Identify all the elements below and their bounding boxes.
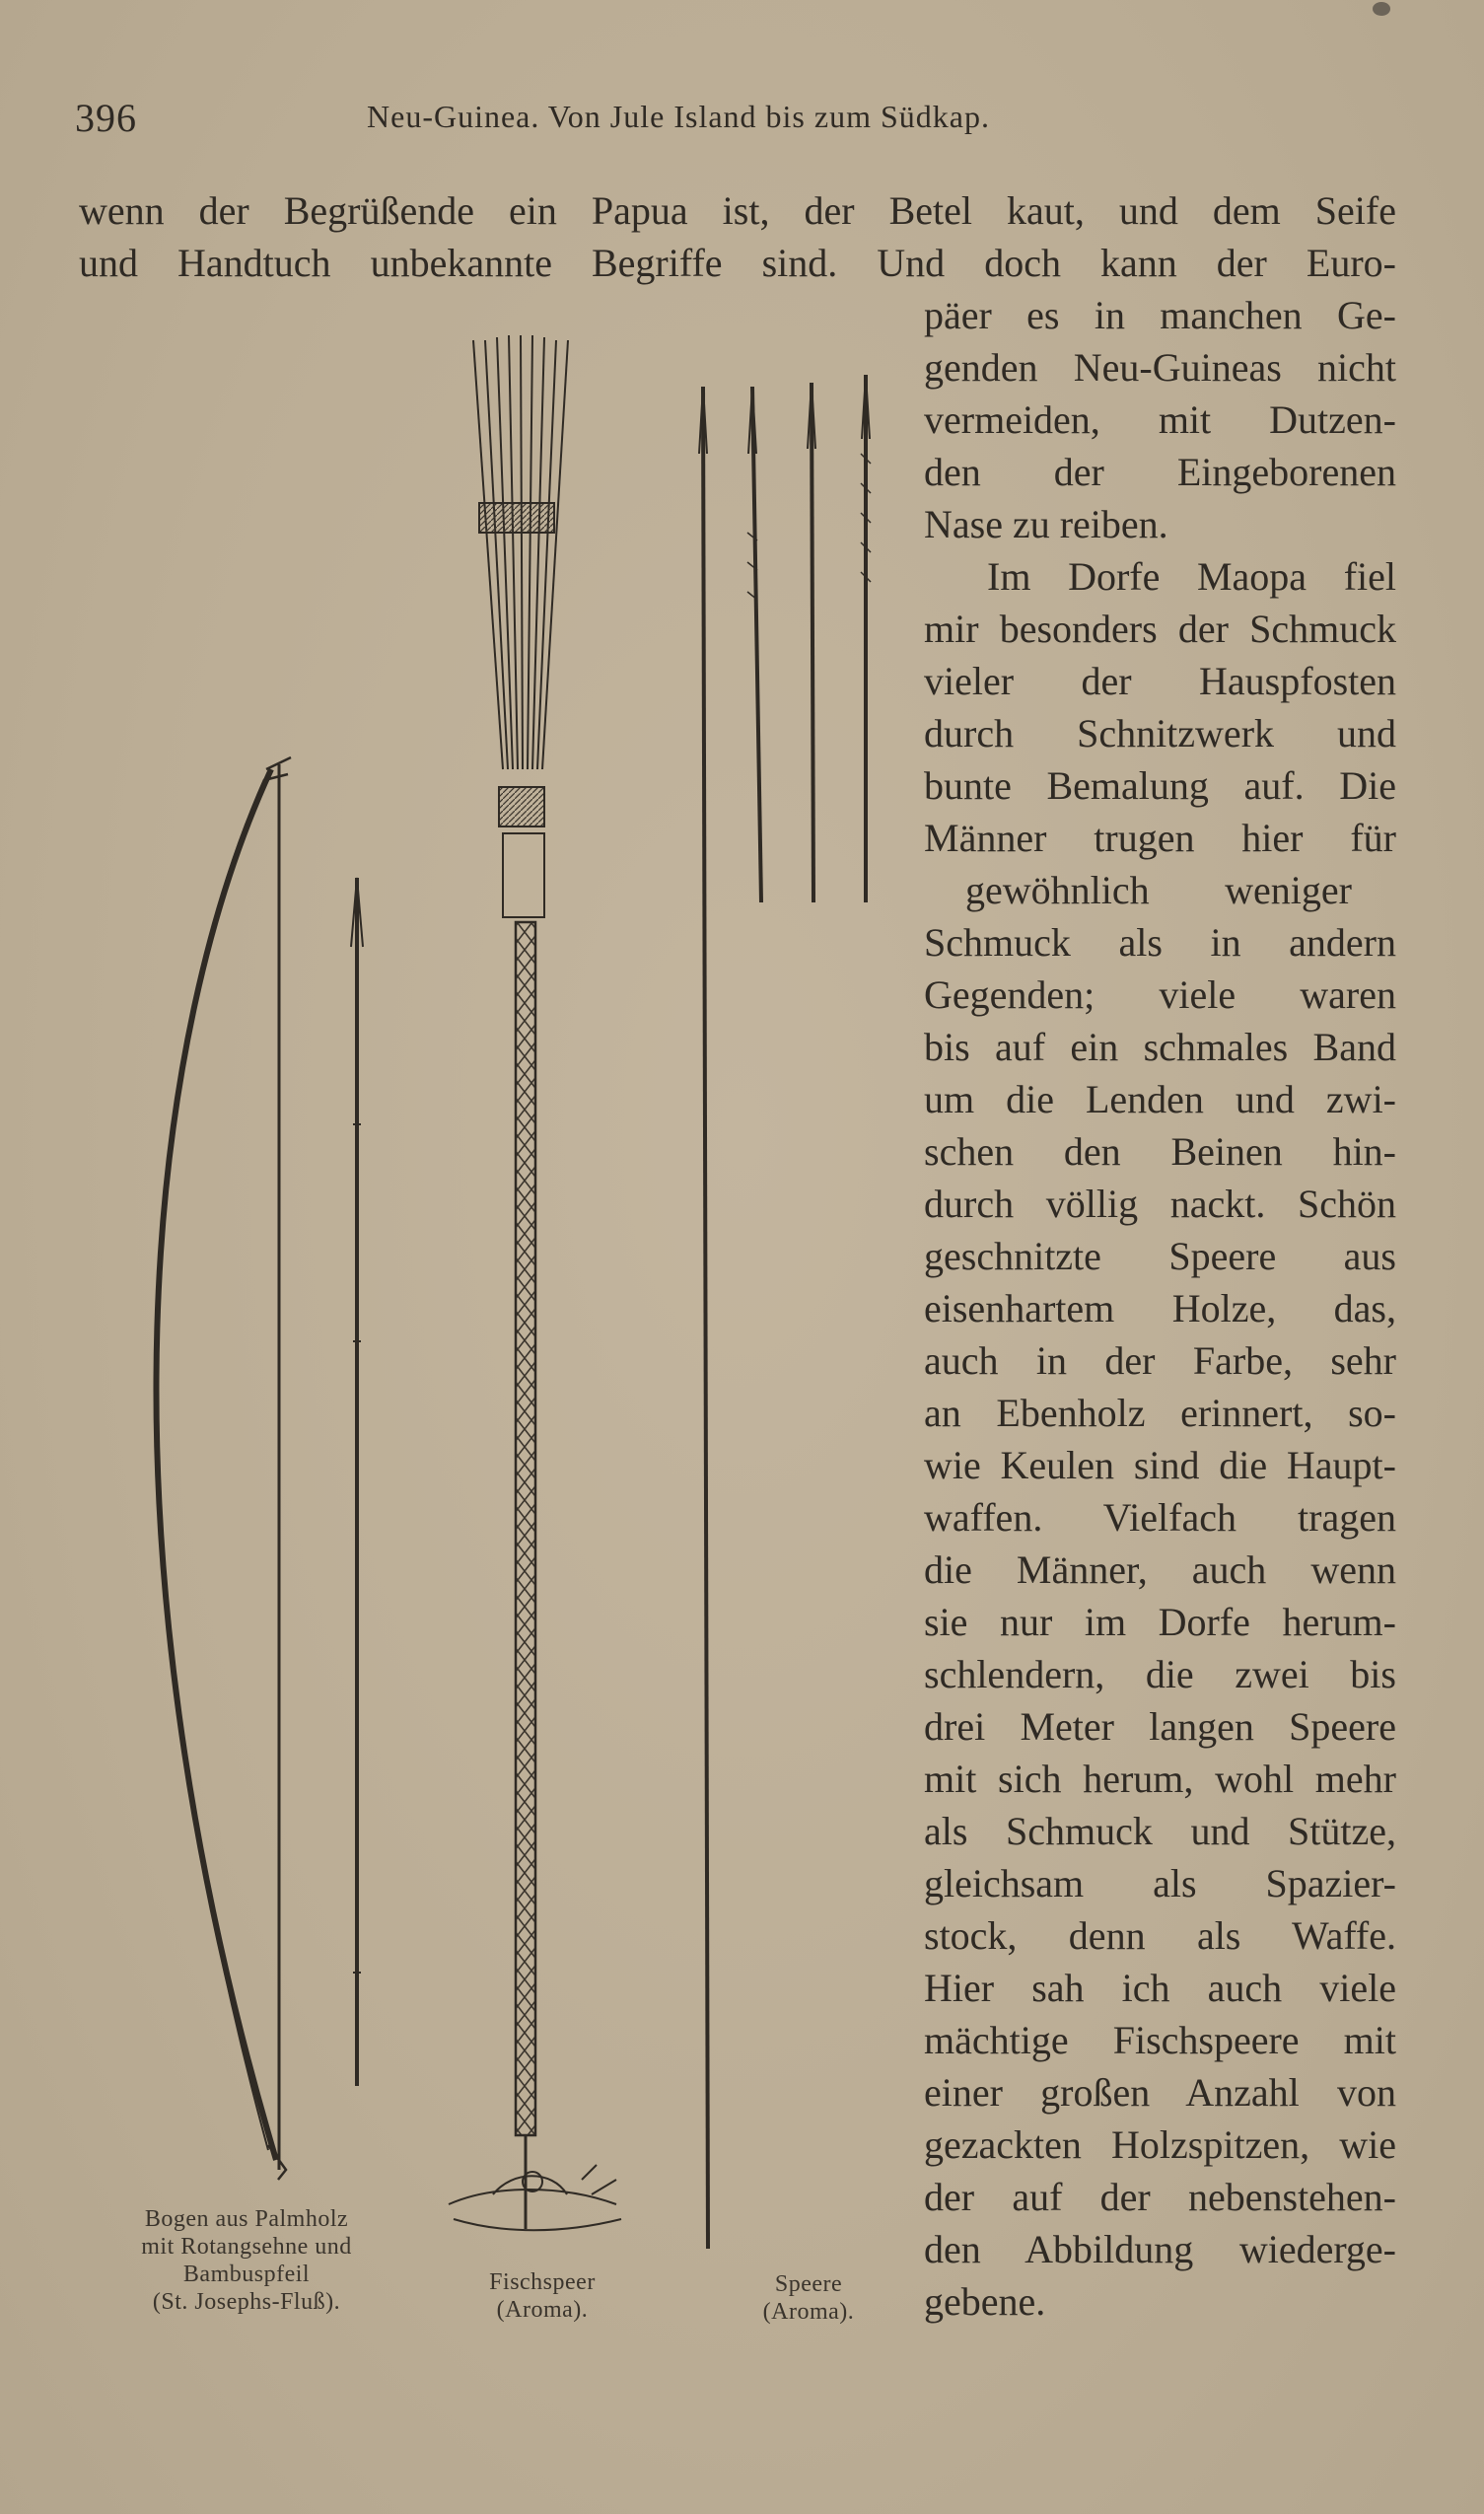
body-line: päer es in manchen Ge-	[924, 293, 1396, 337]
arrow-drawing	[351, 878, 363, 2086]
body-line: Gegenden; viele waren	[924, 972, 1396, 1017]
body-line: vieler der Hauspfosten	[924, 659, 1396, 703]
caption-fish-spear	[434, 2268, 651, 2324]
body-line: bis auf ein schmales Band	[924, 1025, 1396, 1069]
body-line: Nase zu reiben.	[924, 502, 1168, 546]
body-line: waffen. Vielfach tragen	[924, 1495, 1396, 1540]
caption-line: mit Rotangsehne und	[141, 2234, 352, 2260]
body-line: den der Eingeborenen	[924, 450, 1396, 494]
body-line: um die Lenden und zwi-	[924, 1077, 1396, 1121]
running-header	[75, 95, 1416, 144]
body-line: sie nur im Dorfe herum-	[924, 1600, 1396, 1644]
bow-drawing	[156, 757, 291, 2180]
body-line-full: wenn der Begrüßende ein Papua ist, der Betel kaut, und dem Seife	[79, 188, 1396, 233]
body-line: vermeiden, mit Dutzen-	[924, 397, 1396, 442]
caption-line: (Aroma).	[496, 2297, 589, 2323]
weapons-illustration	[79, 325, 907, 2298]
body-line: drei Meter langen Speere	[924, 1704, 1396, 1749]
page-number: 396	[75, 96, 137, 140]
body-line: gezackten Holzspitzen, wie	[924, 2122, 1396, 2167]
caption-line: Bambuspfeil	[182, 2262, 311, 2287]
body-line: durch völlig nackt. Schön	[924, 1182, 1396, 1226]
body-line: an Ebenholz erinnert, so-	[924, 1391, 1396, 1435]
body-line: gebene.	[924, 2279, 1046, 2324]
body-line: mit sich herum, wohl mehr	[924, 1757, 1396, 1801]
body-line: als Schmuck und Stütze,	[924, 1809, 1396, 1853]
body-line: eisenhartem Holze, das,	[924, 1286, 1396, 1330]
body-line: gleichsam als Spazier-	[924, 1861, 1396, 1905]
body-line: schen den Beinen hin-	[924, 1129, 1396, 1174]
caption-line: (St. Josephs-Fluß).	[152, 2289, 341, 2315]
spears-drawing	[699, 375, 871, 2249]
body-line: stock, denn als Waffe.	[924, 1913, 1396, 1958]
caption-line: Fischspeer	[489, 2269, 596, 2295]
caption-line: Bogen aus Palmholz	[144, 2206, 349, 2232]
body-line: mir besonders der Schmuck	[924, 607, 1396, 651]
fish-spear-drawing	[449, 335, 621, 2230]
body-line: mächtige Fischspeere mit	[924, 2018, 1396, 2062]
body-line: Hier sah ich auch viele	[924, 1966, 1396, 2010]
body-line: bunte Bemalung auf. Die	[924, 763, 1396, 808]
body-line: der auf der nebenstehen-	[924, 2175, 1396, 2219]
running-head-title: Neu-Guinea. Von Jule Island bis zum Südkap.	[367, 99, 990, 134]
caption-bow	[99, 2205, 394, 2316]
body-line: schlendern, die zwei bis	[924, 1652, 1396, 1696]
caption-line: Speere	[774, 2271, 843, 2297]
ink-speck	[1373, 2, 1390, 16]
body-line: den Abbildung wiederge-	[924, 2227, 1396, 2271]
body-line: genden Neu-Guineas nicht	[924, 345, 1396, 390]
body-line: wie Keulen sind die Haupt-	[924, 1443, 1396, 1487]
body-line: auch in der Farbe, sehr	[924, 1338, 1396, 1383]
body-line: die Männer, auch wenn	[924, 1547, 1396, 1592]
caption-line: (Aroma).	[762, 2299, 855, 2325]
body-line: Schmuck als in andern	[924, 920, 1396, 965]
caption-spears	[720, 2270, 897, 2326]
body-line: einer großen Anzahl von	[924, 2070, 1396, 2115]
body-line: Im Dorfe Maopa fiel	[987, 554, 1396, 599]
body-line: durch Schnitzwerk und	[924, 711, 1396, 755]
body-line: gewöhnlich weniger	[965, 868, 1352, 912]
body-line: Männer trugen hier für	[924, 816, 1396, 860]
body-line: geschnitzte Speere aus	[924, 1234, 1396, 1278]
body-line-full: und Handtuch unbekannte Begriffe sind. Und doch kann der Euro-	[79, 241, 1396, 285]
